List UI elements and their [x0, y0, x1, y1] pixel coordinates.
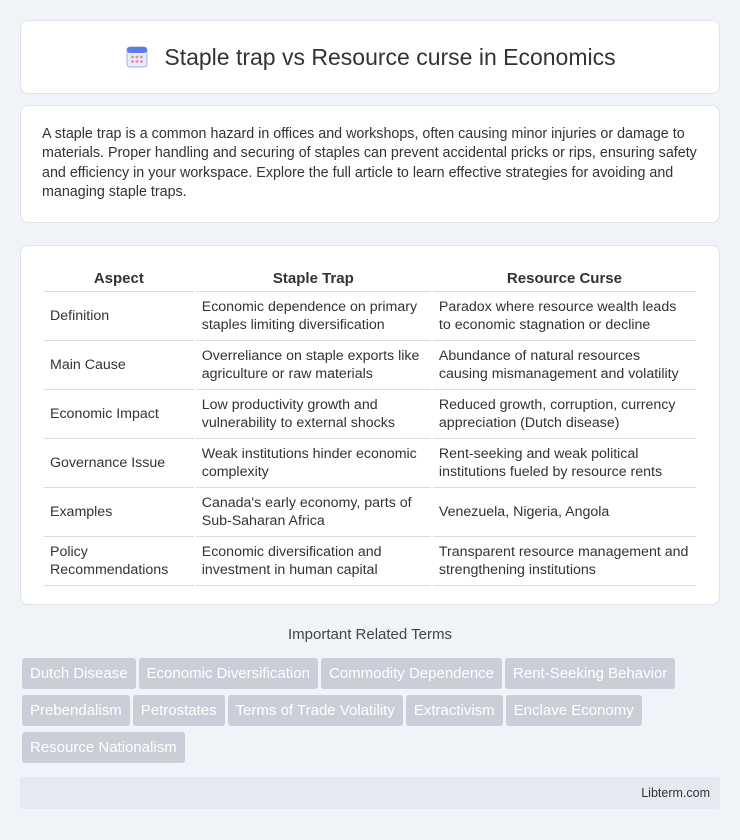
table-cell-resource-curse: Rent-seeking and weak political institutions fueled by resource rents [433, 439, 696, 488]
table-cell-resource-curse: Venezuela, Nigeria, Angola [433, 488, 696, 537]
intro-card [20, 105, 720, 223]
table-cell-aspect: Definition [44, 292, 194, 341]
related-term-tag[interactable]: Economic Diversification [139, 658, 318, 689]
table-row [44, 439, 696, 488]
related-term-tag[interactable]: Resource Nationalism [22, 732, 185, 763]
table-cell-staple-trap: Economic dependence on primary staples limiting diversification [196, 292, 431, 341]
table-cell-staple-trap: Canada's early economy, parts of Sub-Saharan Africa [196, 488, 431, 537]
table-row [44, 292, 696, 341]
related-term-tag[interactable]: Extractivism [406, 695, 503, 726]
table-cell-staple-trap: Economic diversification and investment in human capital [196, 537, 431, 586]
column-header-resource-curse: Resource Curse [433, 266, 696, 292]
table-cell-staple-trap: Overreliance on staple exports like agriculture or raw materials [196, 341, 431, 390]
related-term-tag[interactable]: Prebendalism [22, 695, 130, 726]
related-term-tag[interactable]: Dutch Disease [22, 658, 136, 689]
table-row [44, 537, 696, 586]
table-header-row [44, 266, 696, 292]
title-card [20, 20, 720, 94]
related-term-tag[interactable]: Terms of Trade Volatility [228, 695, 403, 726]
table-cell-resource-curse: Paradox where resource wealth leads to economic stagnation or decline [433, 292, 696, 341]
table-cell-staple-trap: Weak institutions hinder economic complexity [196, 439, 431, 488]
table-cell-staple-trap: Low productivity growth and vulnerability to external shocks [196, 390, 431, 439]
related-terms-title: Important Related Terms [288, 626, 452, 643]
comparison-table [42, 266, 698, 586]
table-row [44, 488, 696, 537]
calendar-grid-icon [124, 44, 150, 70]
comparison-table-card [20, 245, 720, 605]
footer [20, 777, 720, 809]
page-title: Staple trap vs Resource curse in Economics [164, 43, 616, 70]
table-cell-resource-curse: Reduced growth, corruption, currency appreciation (Dutch disease) [433, 390, 696, 439]
related-term-tag[interactable]: Commodity Dependence [321, 658, 502, 689]
related-term-tag[interactable]: Enclave Economy [506, 695, 642, 726]
table-cell-aspect: Economic Impact [44, 390, 194, 439]
table-row [44, 341, 696, 390]
table-cell-aspect: Governance Issue [44, 439, 194, 488]
related-terms-tags [22, 658, 722, 769]
table-cell-resource-curse: Transparent resource management and strengthening institutions [433, 537, 696, 586]
table-cell-aspect: Policy Recommendations [44, 537, 194, 586]
column-header-aspect: Aspect [44, 266, 194, 292]
related-term-tag[interactable]: Rent-Seeking Behavior [505, 658, 675, 689]
intro-text: A staple trap is a common hazard in offices and workshops, often causing minor injuries or damage to materials. Proper handling and securing of staples can prevent accidental pricks or rips, ensuring safety and efficiency in your workspace. Explore the full article to learn effective strategies for avoiding and managing staple traps. [42, 126, 697, 201]
table-cell-aspect: Examples [44, 488, 194, 537]
table-cell-resource-curse: Abundance of natural resources causing mismanagement and volatility [433, 341, 696, 390]
table-row [44, 390, 696, 439]
footer-site-link[interactable]: Libterm.com [641, 786, 710, 800]
table-cell-aspect: Main Cause [44, 341, 194, 390]
column-header-staple-trap: Staple Trap [196, 266, 431, 292]
related-term-tag[interactable]: Petrostates [133, 695, 225, 726]
